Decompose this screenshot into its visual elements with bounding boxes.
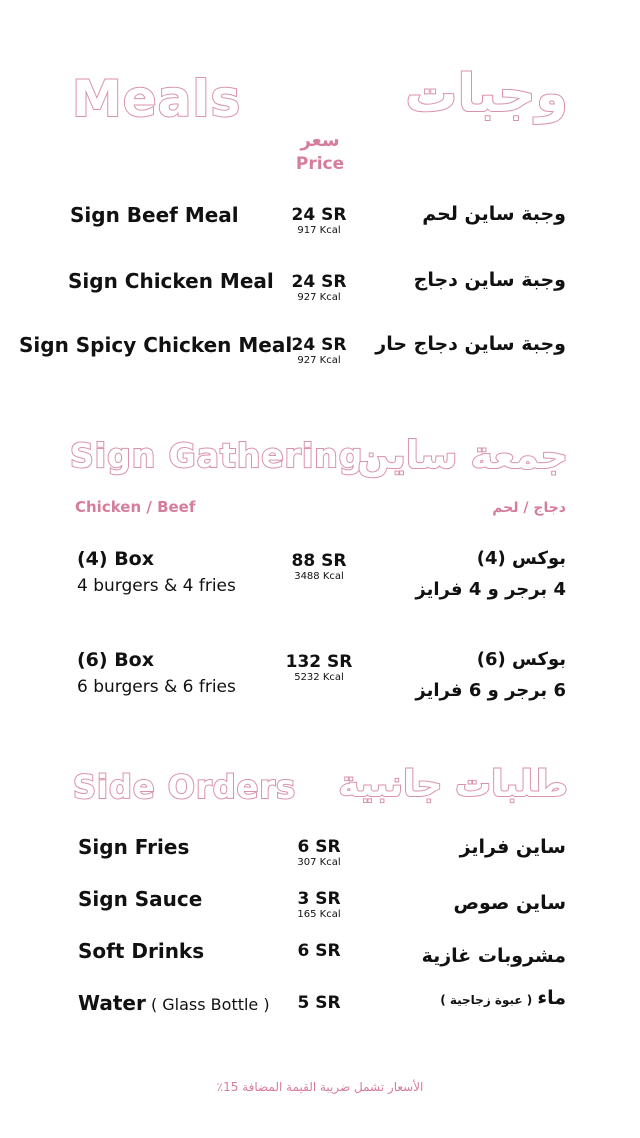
water-item-ar: [440, 987, 566, 1009]
meals-title-ar: وجبات: [405, 64, 568, 124]
meal-item-name-ar: وجبة ساين دجاج: [413, 269, 566, 291]
kcal-value: 5232 Kcal: [294, 672, 344, 683]
gathering-title-en: Sign Gathering: [70, 436, 364, 475]
box-desc-ar: 4 برجر و 4 فرايز: [415, 579, 566, 600]
meal-item-price: [279, 205, 359, 236]
price-value: 6 SR: [297, 837, 341, 857]
price-value: 132 SR: [285, 652, 353, 672]
kcal-value: 3488 Kcal: [294, 571, 344, 582]
side-item-name-en: Sign Fries: [78, 835, 190, 859]
side-item-note-en: ( Glass Bottle ): [150, 995, 270, 1014]
side-item-price: [279, 889, 359, 920]
side-item-name-ar: ساين صوص: [453, 892, 566, 914]
box-price: [279, 652, 359, 683]
meal-item-name-ar: وجبة ساين دجاج حار: [375, 333, 566, 355]
kcal-value: 917 Kcal: [297, 225, 341, 236]
side-item-name-ar: ماء: [537, 987, 566, 1009]
price-value: 6 SR: [297, 941, 341, 961]
kcal-value: 307 Kcal: [297, 857, 341, 868]
box-desc-ar: 6 برجر و 6 فرايز: [415, 680, 566, 701]
box-name-ar: بوكس (6): [476, 649, 566, 670]
price-value: 88 SR: [291, 551, 347, 571]
price-value: 24 SR: [291, 335, 347, 355]
box-name-en: (6) Box: [77, 649, 154, 671]
side-item-price: [279, 837, 359, 868]
price-value: 24 SR: [291, 205, 347, 225]
sides-title-ar: طلبات جانبية: [338, 764, 568, 805]
option-label-en: Chicken / Beef: [75, 498, 196, 516]
side-item-name-ar: مشروبات غازية: [421, 945, 566, 967]
box-name-en: (4) Box: [77, 548, 154, 570]
kcal-value: 165 Kcal: [297, 909, 341, 920]
meal-item-price: [279, 272, 359, 303]
box-price: [279, 551, 359, 582]
side-item-name-en: Sign Sauce: [78, 887, 203, 911]
meal-item-price: [279, 335, 359, 366]
side-item-name-en: Water: [78, 991, 146, 1015]
water-item-en: [78, 991, 270, 1015]
price-label-en: Price: [295, 154, 345, 174]
sides-title-en: Side Orders: [73, 768, 297, 806]
box-desc-en: 4 burgers & 4 fries: [77, 576, 236, 596]
meal-item-name-en: Sign Chicken Meal: [68, 269, 274, 293]
side-item-name-ar: ساين فرايز: [459, 836, 566, 858]
price-value: 24 SR: [291, 272, 347, 292]
side-item-price: [279, 993, 359, 1013]
gathering-title-ar: جمعة ساين: [357, 433, 568, 477]
price-label-ar: سعر: [300, 130, 340, 151]
price-value: 3 SR: [297, 889, 341, 909]
kcal-value: 927 Kcal: [297, 355, 341, 366]
vat-note: الأسعار تشمل ضريبة القيمة المضافة 15٪: [216, 1080, 424, 1094]
box-desc-en: 6 burgers & 6 fries: [77, 677, 236, 697]
meal-item-name-ar: وجبة ساين لحم: [422, 203, 566, 225]
kcal-value: 927 Kcal: [297, 292, 341, 303]
option-label-ar: دجاج / لحم: [492, 500, 566, 516]
side-item-name-en: Soft Drinks: [78, 939, 205, 963]
meal-item-name-en: Sign Beef Meal: [70, 203, 239, 227]
side-item-price: [279, 941, 359, 961]
price-value: 5 SR: [297, 993, 341, 1013]
meal-item-name-en: Sign Spicy Chicken Meal: [19, 333, 293, 357]
meals-title-en: Meals: [72, 70, 242, 128]
box-name-ar: بوكس (4): [476, 548, 566, 569]
side-item-note-ar: ( عبوة زجاجية ): [440, 993, 533, 1007]
